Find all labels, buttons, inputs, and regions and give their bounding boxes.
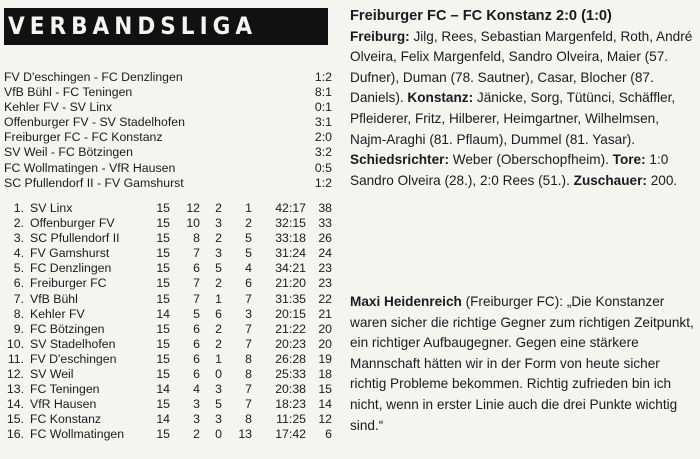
table-won: 7: [193, 276, 200, 291]
table-goals: 17:42: [275, 427, 306, 442]
table-goals: 31:24: [275, 246, 306, 261]
table-row: [4, 246, 332, 261]
result-score: 2:0: [314, 130, 332, 145]
result-row: [4, 70, 332, 85]
table-played: 14: [156, 412, 170, 427]
table-team: FC Bötzingen: [30, 321, 105, 336]
table-rank: 4.: [13, 246, 24, 261]
table-rank: 13.: [6, 382, 24, 397]
table-goals: 20:23: [275, 336, 306, 351]
result-match: Freiburger FC - FC Konstanz: [4, 130, 163, 145]
table-played: 15: [156, 261, 170, 276]
konstanz-label: Konstanz:: [407, 90, 474, 106]
table-team: Kehler FV: [30, 306, 85, 321]
table-rank: 3.: [13, 231, 24, 246]
table-row: [4, 337, 332, 352]
table-drawn: 5: [215, 261, 222, 276]
table-drawn: 2: [215, 336, 222, 351]
result-row: [4, 145, 332, 160]
table-rank: 6.: [13, 276, 24, 291]
table-drawn: 2: [215, 276, 222, 291]
table-team: FC Denzlingen: [30, 261, 112, 276]
table-won: 3: [193, 412, 200, 427]
result-score: 1:2: [314, 70, 332, 84]
table-lost: 5: [245, 231, 252, 246]
table-team: FV D'eschingen: [30, 351, 117, 366]
table-drawn: 3: [215, 246, 222, 261]
spectators-label: Zuschauer:: [573, 172, 647, 188]
table-played: 15: [156, 276, 170, 291]
results-list: [4, 70, 332, 191]
table-team: Freiburger FC: [30, 276, 107, 291]
table-row: [4, 382, 332, 397]
result-row: [4, 161, 332, 176]
table-played: 14: [156, 306, 170, 321]
konstanz-lineup: Jänicke, Sorg, Tütünci, Schäffler, Pfleiderer, Fritz, Hilberer, Heimgartner, Wilhelmsen, Najm-Araghi (81. Pflaum), Dummel (81. Yasar).: [350, 90, 676, 147]
table-won: 2: [193, 427, 200, 442]
table-drawn: 1: [215, 291, 222, 306]
table-points: 20: [318, 321, 332, 336]
table-lost: 7: [245, 336, 252, 351]
table-team: FC Konstanz: [30, 412, 102, 427]
table-drawn: 1: [215, 351, 222, 366]
table-rank: 15.: [6, 412, 24, 427]
table-team: FC Teningen: [30, 382, 100, 397]
table-lost: 4: [245, 261, 252, 276]
table-points: 15: [318, 382, 332, 397]
quote-speaker: Maxi Heidenreich: [350, 294, 462, 309]
table-rank: 9.: [13, 321, 24, 336]
table-lost: 2: [245, 216, 252, 231]
table-team: VfR Hausen: [30, 397, 97, 412]
table-goals: 11:25: [276, 412, 306, 427]
table-row: [4, 276, 332, 291]
table-played: 15: [156, 201, 170, 215]
table-drawn: 5: [215, 397, 222, 412]
table-team: SV Linx: [30, 201, 73, 215]
table-goals: 25:33: [275, 367, 306, 382]
table-lost: 8: [245, 367, 252, 382]
table-won: 10: [186, 216, 200, 231]
table-team: SV Stadelhofen: [30, 336, 116, 351]
quote-club: (Freiburger FC):: [461, 294, 567, 309]
table-row: [4, 201, 332, 216]
table-row: [4, 397, 332, 412]
table-goals: 21:22: [275, 321, 306, 336]
table-row: [4, 412, 332, 427]
table-goals: 20:38: [275, 382, 306, 397]
table-drawn: 0: [215, 427, 222, 442]
league-table: [4, 201, 332, 443]
table-lost: 6: [245, 276, 252, 291]
table-points: 18: [318, 367, 332, 382]
table-won: 3: [193, 397, 200, 412]
result-match: SV Weil - FC Bötzingen: [4, 145, 133, 160]
table-rank: 12.: [6, 367, 24, 382]
table-team: Offenburger FV: [30, 216, 115, 231]
table-goals: 32:15: [275, 216, 306, 231]
result-score: 8:1: [314, 85, 332, 100]
table-goals: 18:23: [275, 397, 306, 412]
goals-label: Tore:: [612, 152, 646, 168]
table-points: 6: [325, 427, 332, 442]
table-played: 15: [156, 216, 170, 231]
result-match: FC Wollmatingen - VfR Hausen: [4, 160, 176, 175]
result-row: [4, 130, 332, 145]
table-goals: 31:35: [275, 291, 306, 306]
result-score: 0:5: [314, 160, 332, 175]
coach-quote: [350, 292, 696, 436]
table-drawn: 0: [215, 367, 222, 382]
freiburg-lineup: Jilg, Rees, Sebastian Margenfeld, Roth, André Olveira, Felix Margenfeld, Sandro Olveira, Maier (57. Dufner), Duman (78. Sautner), Casar, Blocher (87. Daniels).: [350, 28, 693, 106]
result-row: [4, 115, 332, 130]
table-won: 12: [186, 201, 200, 215]
table-points: 33: [318, 216, 332, 231]
table-won: 8: [193, 231, 200, 246]
table-row: [4, 231, 332, 246]
league-banner: VERBANDSLIGA: [4, 8, 328, 45]
table-rank: 14.: [6, 397, 24, 412]
table-points: 22: [318, 291, 332, 306]
match-report: [350, 6, 696, 191]
table-row: [4, 322, 332, 337]
table-played: 15: [156, 246, 170, 261]
table-drawn: 3: [215, 382, 222, 397]
table-lost: 1: [245, 201, 252, 215]
freiburg-label: Freiburg:: [350, 28, 410, 44]
table-played: 15: [156, 367, 170, 382]
table-played: 14: [156, 382, 170, 397]
table-points: 20: [318, 336, 332, 351]
table-goals: 26:28: [275, 351, 306, 366]
result-match: SC Pfullendorf II - FV Gamshurst: [4, 175, 184, 190]
table-won: 6: [193, 321, 200, 336]
table-goals: 33:18: [275, 231, 306, 246]
table-row: [4, 427, 332, 442]
table-goals: 34:21: [275, 261, 306, 276]
result-row: [4, 176, 332, 191]
table-goals: 42:17: [275, 201, 306, 215]
table-won: 7: [193, 246, 200, 261]
table-drawn: 2: [215, 201, 222, 215]
table-row: [4, 292, 332, 307]
table-team: FC Wollmatingen: [30, 427, 125, 442]
table-won: 6: [193, 336, 200, 351]
result-row: [4, 100, 332, 115]
table-team: SV Weil: [30, 367, 74, 382]
result-score: 3:2: [314, 145, 332, 160]
table-row: [4, 261, 332, 276]
table-rank: 7.: [13, 291, 24, 306]
table-won: 5: [193, 306, 200, 321]
result-row: [4, 85, 332, 100]
result-match: Offenburger FV - SV Stadelhofen: [4, 115, 185, 130]
table-played: 15: [156, 231, 170, 246]
table-points: 38: [318, 201, 332, 215]
result-match: Kehler FV - SV Linx: [4, 100, 112, 115]
referee-name: Weber (Oberschopfheim).: [448, 152, 613, 168]
table-rank: 5.: [13, 261, 24, 276]
table-team: VfB Bühl: [30, 291, 78, 306]
table-rank: 2.: [13, 216, 24, 231]
table-rank: 11.: [7, 351, 24, 366]
table-points: 23: [318, 261, 332, 276]
table-drawn: 6: [215, 306, 222, 321]
table-goals: 20:15: [275, 306, 306, 321]
result-match: FV D'eschingen - FC Denzlingen: [4, 70, 183, 84]
table-row: [4, 216, 332, 231]
match-report-text: [350, 27, 696, 192]
table-played: 15: [156, 351, 170, 366]
table-points: 24: [318, 246, 332, 261]
referee-label: Schiedsrichter:: [350, 152, 449, 168]
table-played: 15: [156, 321, 170, 336]
table-points: 14: [318, 397, 332, 412]
table-lost: 5: [245, 246, 252, 261]
table-points: 12: [318, 412, 332, 427]
table-lost: 3: [245, 306, 252, 321]
table-lost: 13: [238, 427, 252, 442]
table-rank: 10.: [6, 336, 24, 351]
table-lost: 7: [245, 397, 252, 412]
table-played: 15: [156, 427, 170, 442]
result-match: VfB Bühl - FC Teningen: [4, 85, 133, 100]
table-lost: 8: [245, 412, 252, 427]
table-drawn: 3: [215, 216, 222, 231]
table-lost: 8: [245, 351, 252, 366]
table-played: 15: [156, 336, 170, 351]
table-won: 6: [193, 367, 200, 382]
table-won: 6: [193, 261, 200, 276]
result-score: 1:2: [314, 175, 332, 190]
table-lost: 7: [245, 321, 252, 336]
table-drawn: 2: [215, 321, 222, 336]
goals-text: 1:0 Sandro Olveira (28.), 2:0 Rees (51.).: [350, 152, 669, 188]
table-row: [4, 367, 332, 382]
table-points: 21: [318, 306, 332, 321]
table-points: 19: [318, 351, 332, 366]
table-points: 26: [318, 231, 332, 246]
table-played: 15: [156, 291, 170, 306]
table-rank: 16.: [6, 427, 24, 442]
table-lost: 7: [245, 291, 252, 306]
result-score: 0:1: [314, 100, 332, 115]
quote-text: „Die Konstanzer waren sicher die richtige Gegner zum richtigen Zeitpunkt, ein richtiger Aufbaugegner. Gegen eine stärkere Mannschaft hätten wir in der Form von heute sicher richtig Probleme bekommen. Richtig zufrieden bin ich nicht, wenn in erster Linie auch die drei Punkte wichtig sind.“: [350, 294, 694, 433]
table-rank: 8.: [13, 306, 24, 321]
table-row: [4, 307, 332, 322]
table-points: 23: [318, 276, 332, 291]
spectators-count: 200.: [646, 172, 678, 188]
table-drawn: 3: [215, 412, 222, 427]
table-won: 4: [193, 382, 200, 397]
match-headline: Freiburger FC – FC Konstanz 2:0 (1:0): [350, 8, 612, 24]
table-played: 15: [156, 397, 170, 412]
table-rank: 1.: [13, 201, 24, 215]
table-team: SC Pfullendorf II: [30, 231, 120, 246]
table-drawn: 2: [215, 231, 222, 246]
result-score: 3:1: [314, 115, 332, 130]
table-won: 6: [193, 351, 200, 366]
table-row: [4, 352, 332, 367]
table-team: FV Gamshurst: [30, 246, 110, 261]
table-won: 7: [193, 291, 200, 306]
table-lost: 7: [245, 382, 252, 397]
table-goals: 21:20: [275, 276, 306, 291]
